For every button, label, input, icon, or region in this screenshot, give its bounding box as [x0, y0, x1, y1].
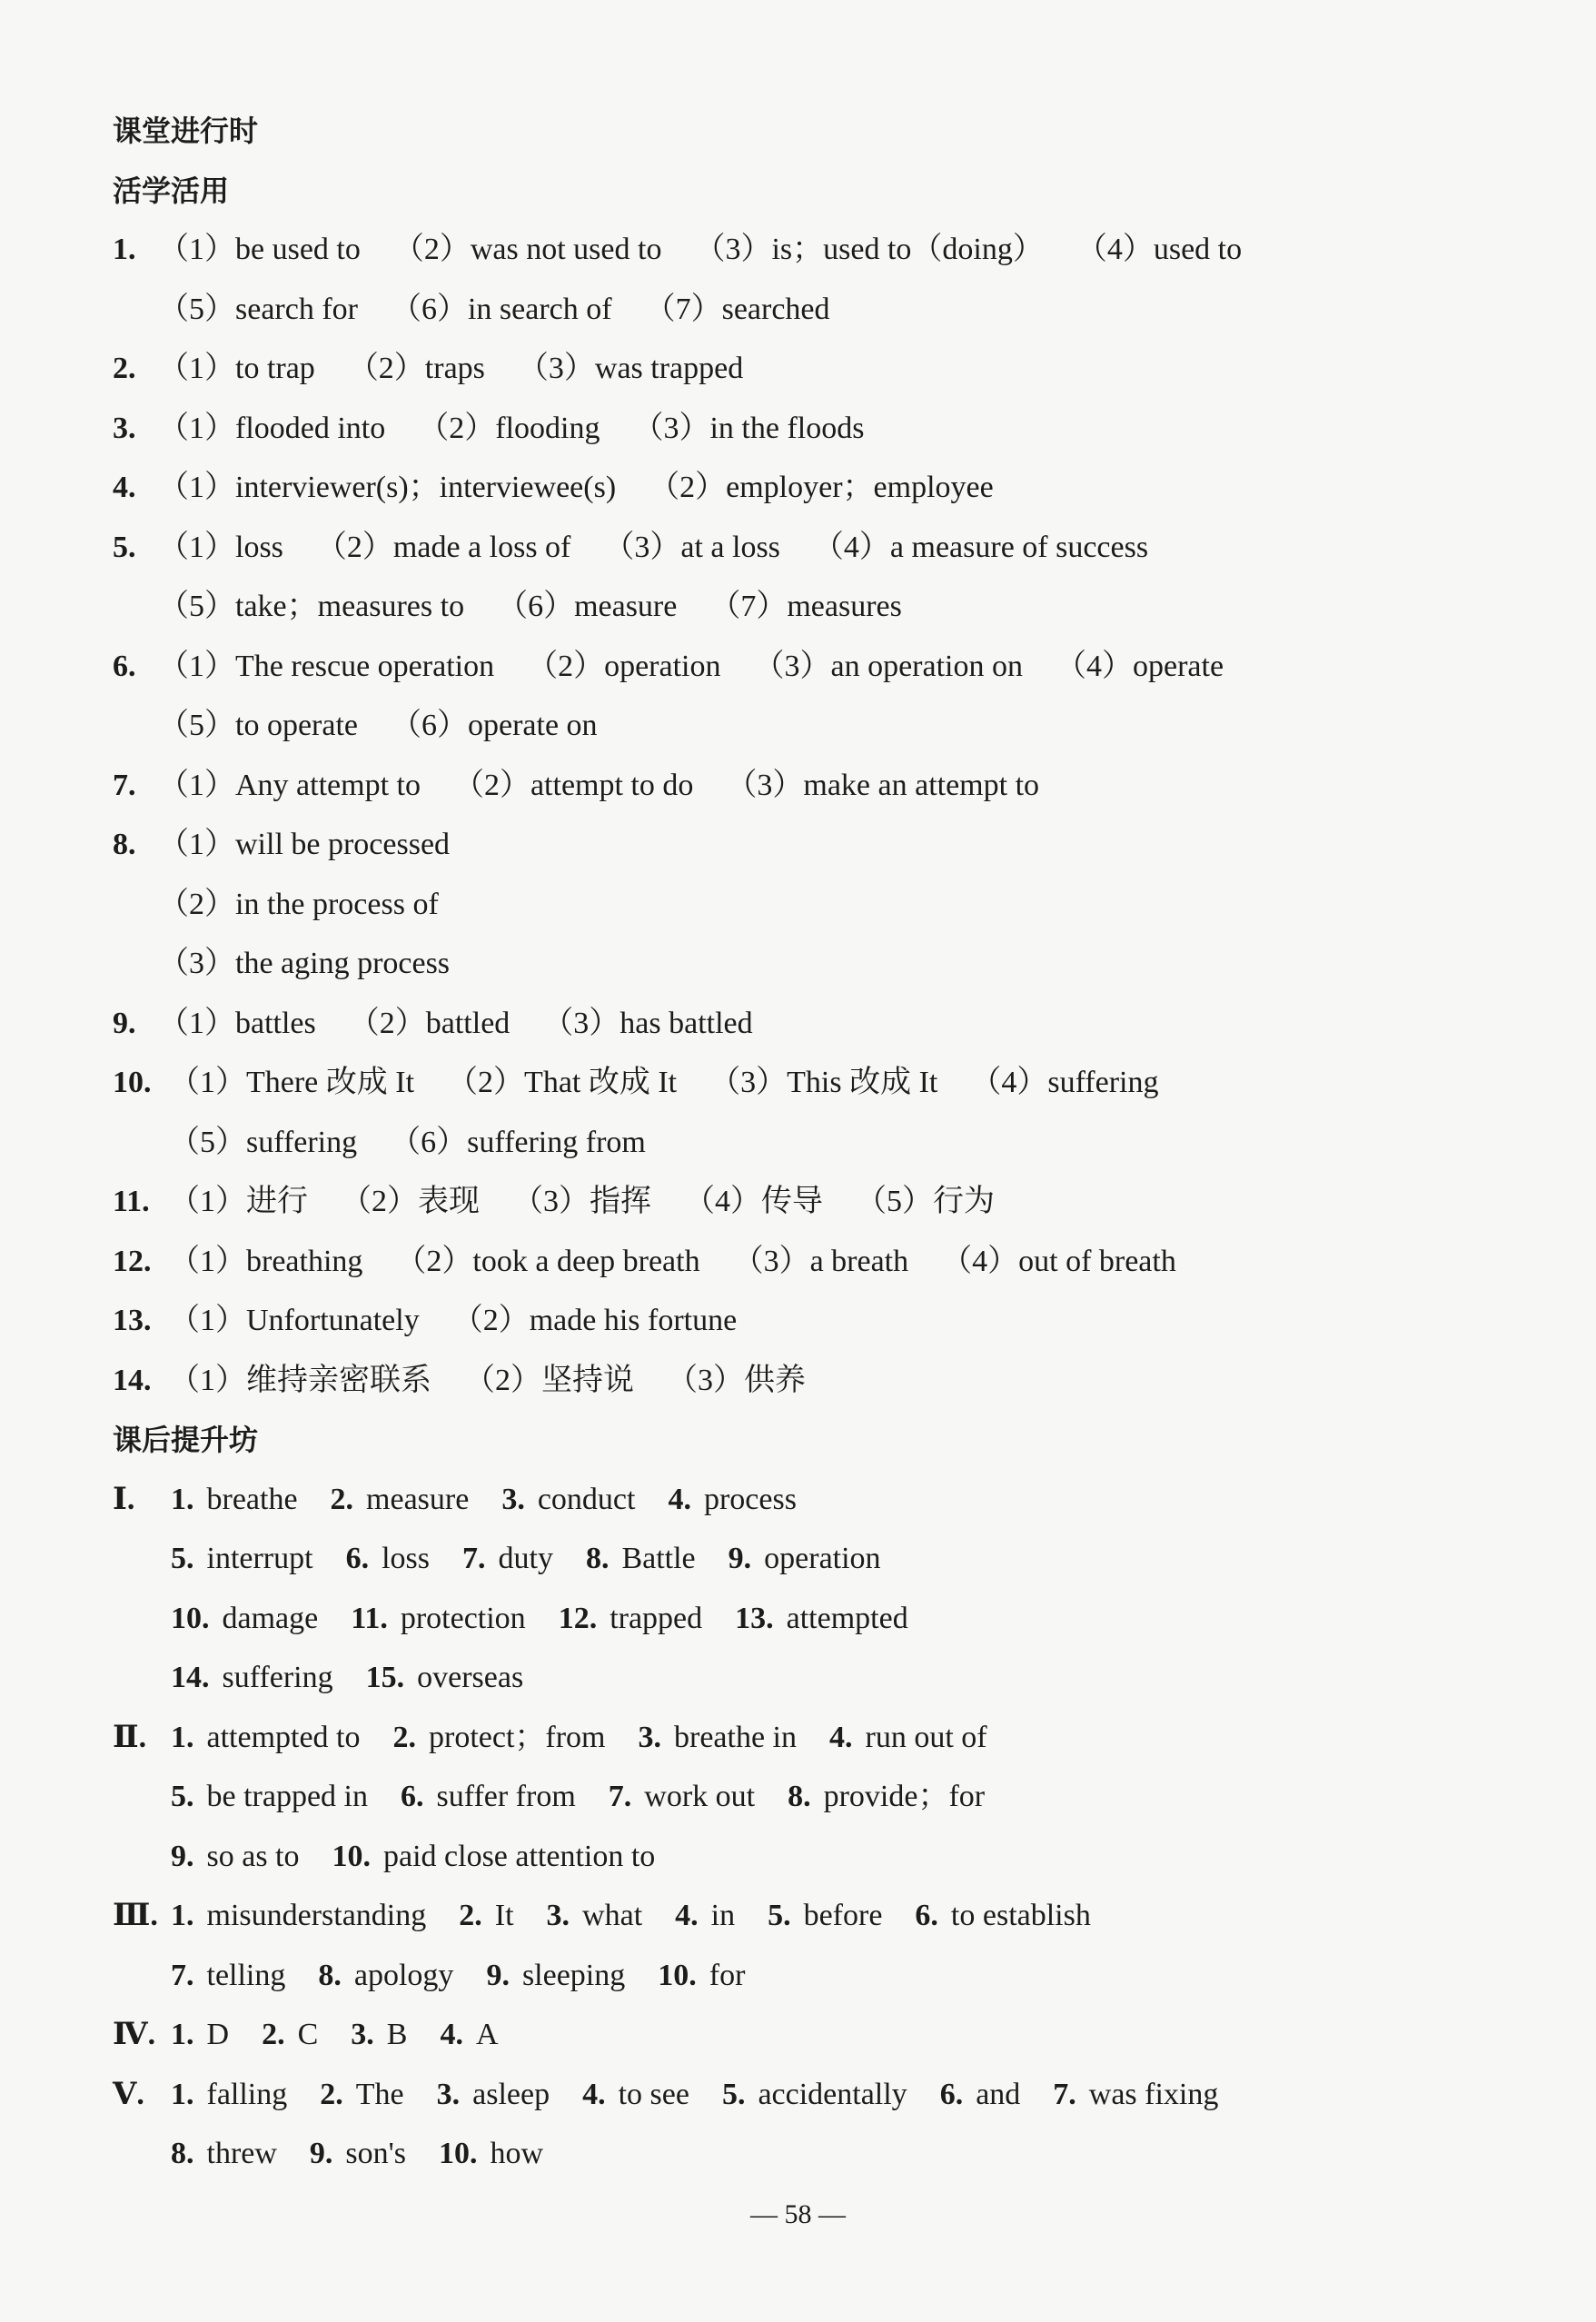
question-number: 1.	[113, 233, 136, 266]
answer-text: attempted to	[206, 1720, 361, 1754]
answer-text: D	[206, 2018, 230, 2051]
answer-line	[113, 1182, 995, 1222]
answer-item	[768, 1896, 882, 1936]
question-number: 7.	[1053, 2077, 1076, 2111]
answer-line	[113, 1480, 797, 1520]
question-number: 9.	[309, 2137, 333, 2170]
answer-item: （2）operation	[527, 649, 721, 683]
answer-line	[113, 349, 743, 389]
answer-line	[113, 528, 1148, 568]
answer-item: （1）to trap	[158, 352, 315, 385]
answer-item: （1）be used to	[158, 233, 361, 266]
answer-item	[462, 1539, 553, 1579]
question-number: 4.	[668, 1482, 691, 1516]
answer-text: interrupt	[206, 1542, 313, 1575]
question-number: 8.	[113, 828, 136, 861]
answer-text: protection	[400, 1601, 526, 1635]
question-number: 2.	[262, 2018, 285, 2051]
question-number: 7.	[608, 1780, 632, 1813]
question-number: 6.	[113, 649, 136, 683]
answer-item: （4）a measure of success	[812, 530, 1149, 564]
answer-line	[113, 230, 1242, 270]
question-number: 3.	[501, 1482, 525, 1516]
question-number: 4.	[113, 471, 136, 504]
answer-item	[829, 1718, 987, 1758]
answer-text: to see	[618, 2077, 689, 2111]
answer-item: （2）made his fortune	[451, 1304, 738, 1337]
answer-line	[169, 1123, 646, 1163]
section-roman-numeral: Ⅳ.	[113, 2018, 156, 2051]
answer-item	[171, 1837, 300, 1877]
answer-text: duty	[498, 1542, 553, 1575]
answer-text: so as to	[206, 1839, 300, 1873]
answer-text: for	[709, 1958, 746, 1992]
question-number: 10.	[113, 1066, 152, 1099]
answer-text: suffer from	[436, 1780, 576, 1813]
answer-item: （5）suffering	[169, 1125, 358, 1159]
answer-item: （6）operate on	[391, 709, 598, 742]
answer-text: paid close attention to	[383, 1839, 656, 1873]
section-roman-numeral: Ⅲ.	[113, 1899, 158, 1932]
question-number: 3.	[113, 411, 136, 445]
answer-item: （1）flooded into	[158, 411, 386, 445]
answer-line	[113, 1361, 806, 1401]
answer-item	[788, 1777, 985, 1817]
answer-item: （3）is；used to（doing）	[694, 233, 1044, 266]
answer-item: （7）measures	[709, 590, 902, 623]
answer-line	[113, 1063, 1158, 1103]
section-heading: 活学活用	[113, 173, 230, 208]
answer-item	[501, 1480, 635, 1520]
answer-item: （1）will be processed	[158, 828, 451, 861]
answer-item: （2）坚持说	[464, 1363, 634, 1397]
question-number: 11.	[113, 1185, 150, 1218]
answer-item	[351, 1599, 525, 1639]
question-number: 14.	[171, 1661, 210, 1694]
answer-text: measure	[366, 1482, 470, 1516]
answer-item	[171, 1956, 285, 1996]
answer-item	[171, 1896, 426, 1936]
answer-line	[158, 290, 830, 330]
question-number: 8.	[585, 1542, 610, 1575]
answer-item	[332, 1837, 656, 1877]
answer-text: asleep	[472, 2077, 550, 2111]
answer-line	[113, 2075, 1218, 2115]
question-number: 9.	[171, 1839, 194, 1873]
question-number: 5.	[768, 1899, 791, 1932]
answer-text: threw	[206, 2137, 277, 2170]
answer-item: （2）traps	[347, 352, 485, 385]
answer-item: （1）进行	[169, 1185, 308, 1218]
answer-line	[113, 1718, 987, 1758]
question-number: 2.	[320, 2077, 343, 2111]
answer-text: work out	[644, 1780, 756, 1813]
answer-text: conduct	[537, 1482, 636, 1516]
answer-item: （3）make an attempt to	[726, 768, 1040, 802]
answer-item	[171, 2075, 287, 2115]
page-number: — 58 —	[750, 2199, 846, 2229]
answer-item: （3）a breath	[732, 1244, 909, 1278]
answer-item: （2）in the process of	[158, 887, 439, 921]
answer-item: （1）breathing	[169, 1244, 363, 1278]
question-number: 4.	[582, 2077, 606, 2111]
answer-item	[171, 2015, 229, 2055]
answer-item	[366, 1658, 524, 1698]
answer-item: （5）to operate	[158, 709, 358, 742]
answer-text: trapped	[610, 1601, 703, 1635]
answer-line	[158, 944, 450, 984]
answer-text: son's	[345, 2137, 407, 2170]
answer-item: （1）Unfortunately	[169, 1304, 420, 1337]
answer-item	[171, 1718, 361, 1758]
answer-text: provide；for	[823, 1780, 986, 1813]
answer-line	[113, 1242, 1176, 1282]
answer-text: and	[976, 2077, 1021, 2111]
answer-item: （3）This 改成 It	[709, 1066, 938, 1099]
answer-item	[401, 1777, 576, 1817]
question-number: 3.	[436, 2077, 461, 2111]
answer-item: （1）维持亲密联系	[169, 1363, 431, 1397]
answer-text: accidentally	[758, 2077, 907, 2111]
question-number: 14.	[113, 1363, 152, 1397]
question-number: 1.	[171, 1899, 194, 1932]
answer-item	[915, 1896, 1090, 1936]
answer-text: Battle	[621, 1542, 696, 1575]
answer-item	[171, 1658, 333, 1698]
answer-item	[547, 1896, 643, 1936]
answer-item	[586, 1539, 696, 1579]
answer-item	[171, 2134, 277, 2174]
question-number: 5.	[171, 1542, 194, 1575]
answer-text: was fixing	[1088, 2077, 1219, 2111]
answer-item: （4）operate	[1056, 649, 1224, 683]
answer-text: attempted	[786, 1601, 908, 1635]
question-number: 6.	[915, 1899, 938, 1932]
answer-text: operation	[764, 1542, 881, 1575]
answer-line	[171, 1658, 523, 1698]
answer-item: （2）was not used to	[392, 233, 662, 266]
answer-item	[668, 1480, 796, 1520]
section-heading: 课后提升坊	[113, 1423, 259, 1457]
answer-item: （5）search for	[158, 292, 358, 326]
question-number: 4.	[440, 2018, 463, 2051]
question-number: 8.	[318, 1958, 342, 1992]
answer-item: （2）表现	[341, 1185, 480, 1218]
answer-item: （2）flooding	[418, 411, 600, 445]
question-number: 2.	[392, 1720, 417, 1754]
answer-item	[393, 1718, 606, 1758]
answer-item: （1）There 改成 It	[169, 1066, 415, 1099]
section-roman-numeral: Ⅱ.	[113, 1720, 147, 1754]
question-number: 10.	[171, 1601, 210, 1635]
answer-text: apology	[353, 1958, 454, 1992]
question-number: 2.	[330, 1482, 354, 1516]
question-number: 15.	[365, 1661, 405, 1694]
question-number: 1.	[171, 1720, 194, 1754]
answer-item	[262, 2015, 318, 2055]
answer-line	[113, 468, 994, 508]
answer-item	[437, 2075, 550, 2115]
answer-line	[158, 885, 439, 925]
answer-item: （3）指挥	[512, 1185, 651, 1218]
answer-item	[331, 1480, 470, 1520]
answer-item: （3）in the floods	[632, 411, 865, 445]
answer-item	[722, 2075, 907, 2115]
answer-item	[486, 1956, 625, 1996]
answer-item	[171, 1599, 318, 1639]
answer-item: （2）made a loss of	[315, 530, 571, 564]
question-number: 6.	[401, 1780, 424, 1813]
answer-item: （2）attempt to do	[452, 768, 694, 802]
answer-line	[171, 2134, 543, 2174]
answer-text: be trapped in	[206, 1780, 368, 1813]
question-number: 8.	[788, 1780, 811, 1813]
question-number: 3.	[638, 1720, 662, 1754]
answer-item	[346, 1539, 430, 1579]
answer-text: process	[703, 1482, 797, 1516]
answer-line	[113, 766, 1039, 806]
question-number: 12.	[113, 1244, 152, 1278]
question-number: 3.	[546, 1899, 570, 1932]
answer-text: sleeping	[521, 1958, 626, 1992]
answer-item	[582, 2075, 689, 2115]
answer-line	[171, 1956, 745, 1996]
answer-line	[158, 587, 902, 627]
answer-item	[318, 1956, 453, 1996]
answer-item: （5）行为	[856, 1185, 995, 1218]
answer-item	[675, 1896, 735, 1936]
answer-item: （3）at a loss	[603, 530, 780, 564]
answer-item: （4）传导	[684, 1185, 823, 1218]
question-number: 3.	[351, 2018, 374, 2051]
answer-text: falling	[206, 2077, 288, 2111]
question-number: 13.	[735, 1601, 774, 1635]
answer-item: （3）the aging process	[158, 947, 451, 980]
answer-item: （3）has battled	[542, 1006, 753, 1040]
answer-item: （1）The rescue operation	[158, 649, 495, 683]
question-number: 9.	[113, 1006, 136, 1040]
question-number: 1.	[171, 2018, 194, 2051]
answer-item: （1）Any attempt to	[158, 768, 421, 802]
answer-item: （1）loss	[158, 530, 283, 564]
answer-text: A	[475, 2018, 499, 2051]
question-number: 10.	[332, 1839, 371, 1873]
answer-line	[113, 1004, 753, 1044]
answer-item: （1）battles	[158, 1006, 316, 1040]
answer-text: damage	[222, 1601, 319, 1635]
answer-text: suffering	[222, 1661, 333, 1694]
answer-line	[171, 1777, 985, 1817]
question-number: 7.	[113, 768, 136, 802]
answer-item: （2）took a deep breath	[395, 1244, 700, 1278]
answer-line	[113, 647, 1224, 687]
answer-item: （7）searched	[644, 292, 830, 326]
answer-text: overseas	[417, 1661, 524, 1694]
answer-item	[439, 2134, 543, 2174]
section-heading: 课堂进行时	[113, 114, 259, 148]
answer-line	[113, 1301, 737, 1341]
answer-text: telling	[206, 1958, 286, 1992]
section-roman-numeral: Ⅰ.	[113, 1482, 135, 1516]
answer-text: The	[355, 2077, 404, 2111]
answer-line	[158, 706, 598, 746]
question-number: 11.	[351, 1601, 388, 1635]
answer-item	[1053, 2075, 1218, 2115]
answer-item	[171, 1480, 298, 1520]
answer-item	[609, 1777, 755, 1817]
question-number: 7.	[462, 1542, 486, 1575]
answer-item: （6）in search of	[390, 292, 612, 326]
answer-text: protect；from	[429, 1720, 606, 1754]
question-number: 9.	[486, 1958, 510, 1992]
answer-item: （6）measure	[497, 590, 678, 623]
answer-item	[440, 2015, 498, 2055]
answer-item: （4）suffering	[970, 1066, 1159, 1099]
question-number: 6.	[345, 1542, 370, 1575]
question-number: 13.	[113, 1304, 152, 1337]
question-number: 10.	[439, 2137, 478, 2170]
answer-item	[171, 1777, 368, 1817]
answer-item: （6）suffering from	[390, 1125, 646, 1159]
answer-text: how	[490, 2137, 544, 2170]
answer-text: breathe in	[674, 1720, 798, 1754]
answer-text: misunderstanding	[206, 1899, 427, 1932]
answer-line	[171, 1837, 655, 1877]
answer-text: B	[386, 2018, 408, 2051]
answer-item: （5）take；measures to	[158, 590, 465, 623]
answer-line	[171, 1599, 908, 1639]
answer-text: to establish	[950, 1899, 1091, 1932]
answer-item	[559, 1599, 702, 1639]
answer-item	[320, 2075, 403, 2115]
question-number: 1.	[171, 1482, 194, 1516]
question-number: 2.	[459, 1899, 482, 1932]
answer-line	[113, 409, 864, 449]
answer-line	[113, 825, 450, 865]
answer-item	[171, 1539, 313, 1579]
answer-text: It	[494, 1899, 514, 1932]
answer-line	[113, 2015, 499, 2055]
question-number: 1.	[171, 2077, 194, 2111]
answer-text: before	[803, 1899, 883, 1932]
question-number: 4.	[829, 1720, 853, 1754]
answer-item: （3）an operation on	[753, 649, 1023, 683]
question-number: 2.	[113, 352, 136, 385]
answer-text: run out of	[865, 1720, 987, 1754]
answer-item	[459, 1896, 513, 1936]
answer-item: （2）battled	[348, 1006, 511, 1040]
answer-item	[940, 2075, 1021, 2115]
question-number: 6.	[939, 2077, 964, 2111]
answer-item: （4）out of breath	[941, 1244, 1176, 1278]
section-roman-numeral: Ⅴ.	[113, 2077, 144, 2111]
answer-item: （3）供养	[667, 1363, 806, 1397]
answer-item	[658, 1956, 745, 1996]
question-number: 9.	[728, 1542, 752, 1575]
question-number: 4.	[675, 1899, 699, 1932]
answer-item	[735, 1599, 908, 1639]
answer-text: in	[710, 1899, 736, 1932]
answer-text: what	[582, 1899, 643, 1932]
answer-item: （4）used to	[1076, 233, 1243, 266]
answer-line	[113, 1896, 1091, 1936]
question-number: 5.	[171, 1780, 194, 1813]
answer-text: loss	[382, 1542, 430, 1575]
answer-item	[639, 1718, 798, 1758]
question-number: 8.	[171, 2137, 194, 2170]
answer-item	[729, 1539, 881, 1579]
answer-item	[310, 2134, 406, 2174]
answer-item	[351, 2015, 407, 2055]
question-number: 12.	[558, 1601, 598, 1635]
question-number: 10.	[658, 1958, 697, 1992]
question-number: 5.	[113, 530, 136, 564]
answer-item: （2）employer；employee	[649, 471, 994, 504]
answer-text: C	[297, 2018, 319, 2051]
question-number: 5.	[721, 2077, 746, 2111]
answer-item: （2）That 改成 It	[447, 1066, 678, 1099]
question-number: 7.	[171, 1958, 194, 1992]
answer-item: （3）was trapped	[517, 352, 744, 385]
answer-text: breathe	[206, 1482, 298, 1516]
answer-line	[171, 1539, 881, 1579]
answer-item: （1）interviewer(s)；interviewee(s)	[158, 471, 617, 504]
